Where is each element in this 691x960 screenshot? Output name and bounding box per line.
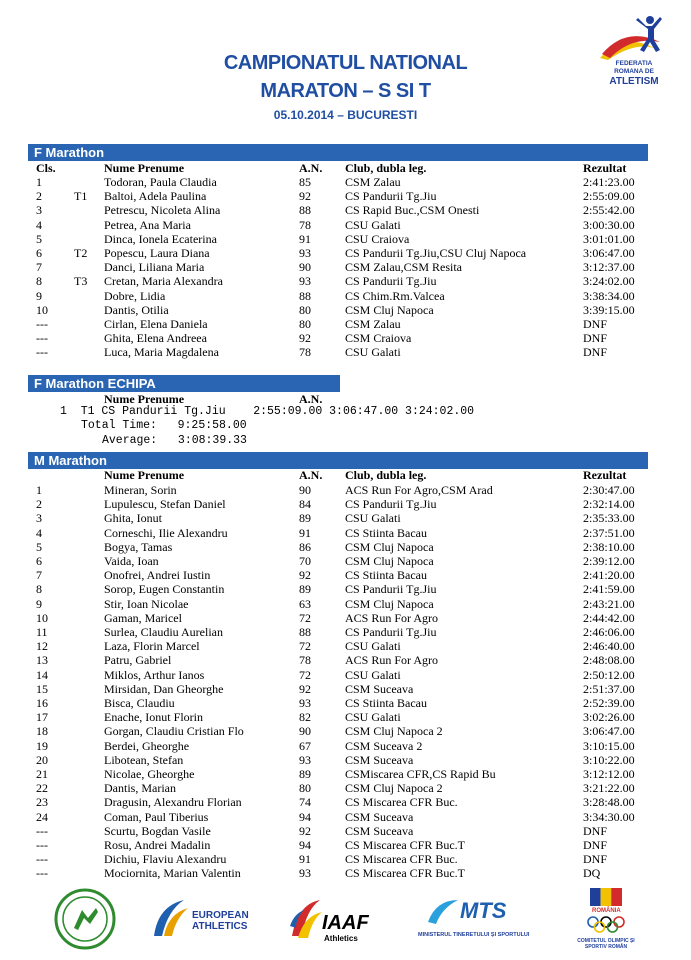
club-cell: CSU Galati [345, 639, 401, 654]
table-row [28, 611, 648, 625]
table-row [28, 540, 648, 554]
table-row [28, 767, 648, 781]
club-cell: CS Pandurii Tg.Jiu [345, 497, 437, 512]
birth-year-cell: 93 [299, 752, 311, 767]
result-cell: 2:46:06.00 [583, 625, 635, 639]
rank-cell: 18 [36, 724, 48, 739]
result-cell: DQ [583, 866, 601, 881]
name-cell: Mineran, Sorin [104, 483, 177, 497]
rank-cell: --- [36, 345, 48, 360]
name-cell: Bisca, Claudiu [104, 696, 175, 710]
rank-cell: --- [36, 866, 48, 881]
name-cell: Surlea, Claudiu Aurelian [104, 625, 223, 639]
name-cell: Stir, Ioan Nicolae [104, 596, 189, 611]
club-cell: CSU Craiova [345, 231, 410, 246]
table-row [28, 526, 648, 540]
club-cell: CSMiscarea CFR,CS Rapid Bu [345, 767, 496, 781]
rank-cell: 19 [36, 738, 48, 753]
table-row [28, 625, 648, 639]
f-team-title: F Marathon ECHIPA [28, 375, 340, 392]
result-cell: 3:34:30.00 [583, 809, 635, 824]
cosr-top: ROMÂNIA [592, 908, 621, 914]
name-cell: Petrea, Ana Maria [104, 217, 191, 232]
result-cell: 3:10:22.00 [583, 752, 635, 767]
balkan-emblem-icon [54, 888, 116, 950]
col-cls: Cls. [36, 161, 56, 175]
rank-cell: 4 [36, 525, 42, 540]
club-cell: CS Stiinta Bacau [345, 568, 427, 583]
rank-cell: 24 [36, 809, 48, 824]
birth-year-cell: 88 [299, 203, 311, 218]
result-cell: 2:55:09.00 [583, 189, 635, 204]
rank-cell: 12 [36, 639, 48, 654]
col-name: Nume Prenume [104, 468, 185, 482]
cosr-logo [566, 888, 646, 954]
table-row [28, 289, 648, 303]
club-cell: CS Stiinta Bacau [345, 525, 427, 540]
club-cell: CS Miscarea CFR Buc. [345, 852, 458, 867]
club-cell: CSM Suceava [345, 681, 414, 696]
table-row [28, 724, 648, 738]
name-cell: Petrescu, Nicoleta Alina [104, 203, 221, 218]
name-cell: Dantis, Otilia [104, 302, 169, 317]
table-row [28, 668, 648, 682]
birth-year-cell: 80 [299, 317, 311, 331]
rank-cell: 6 [36, 246, 42, 260]
rank-cell: 8 [36, 274, 42, 289]
club-cell: CS Miscarea CFR Buc. [345, 795, 458, 810]
club-cell: CS Rapid Buc.,CSM Onesti [345, 203, 480, 218]
name-cell: Sorop, Eugen Constantin [104, 582, 225, 597]
table-row [28, 781, 648, 795]
club-cell: CSM Suceava [345, 823, 414, 838]
runner-icon [594, 14, 674, 64]
name-cell: Gaman, Maricel [104, 610, 182, 625]
name-cell: Patru, Gabriel [104, 653, 172, 668]
name-cell: Dragusin, Alexandru Florian [104, 795, 242, 810]
rank-cell: 3 [36, 203, 42, 218]
club-cell: CSM Zalau [345, 317, 401, 331]
name-cell: Dichiu, Flaviu Alexandru [104, 852, 227, 867]
table-row [28, 554, 648, 568]
birth-year-cell: 93 [299, 246, 311, 260]
name-cell: Nicolae, Gheorghe [104, 767, 195, 781]
mts-swoosh-icon [426, 896, 460, 926]
table-row [28, 710, 648, 724]
result-cell: 2:44:42.00 [583, 610, 635, 625]
sponsor-footer [0, 888, 691, 954]
name-cell: Dobre, Lidia [104, 288, 166, 303]
birth-year-cell: 90 [299, 724, 311, 739]
rank-cell: --- [36, 838, 48, 852]
rank-cell: 23 [36, 795, 48, 810]
club-cell: CSM Zalau [345, 175, 401, 189]
name-cell: Luca, Maria Magdalena [104, 345, 219, 360]
team-cell: T1 [74, 189, 88, 204]
table-row [28, 246, 648, 260]
result-cell: 2:41:23.00 [583, 175, 635, 189]
rank-cell: --- [36, 823, 48, 838]
table-row [28, 597, 648, 611]
ea-swoosh-icon [150, 896, 190, 940]
rank-cell: 9 [36, 288, 42, 303]
club-cell: ACS Run For Agro [345, 653, 439, 668]
col-result: Rezultat [583, 468, 627, 482]
rank-cell: 5 [36, 231, 42, 246]
name-cell: Berdei, Gheorghe [104, 738, 190, 753]
result-cell: 2:43:21.00 [583, 596, 635, 611]
birth-year-cell: 92 [299, 823, 311, 838]
result-cell: 3:38:34.00 [583, 288, 635, 303]
result-cell: 3:06:47.00 [583, 246, 635, 260]
result-cell: 2:30:47.00 [583, 483, 635, 497]
rank-cell: --- [36, 331, 48, 346]
col-an: A.N. [299, 468, 323, 482]
rank-cell: --- [36, 852, 48, 867]
birth-year-cell: 70 [299, 554, 311, 568]
rank-cell: 11 [36, 625, 48, 639]
rank-cell: 7 [36, 260, 42, 275]
club-cell: CS Pandurii Tg.Jiu,CSU Cluj Napoca [345, 246, 527, 260]
iaaf-sub: Athletics [324, 934, 358, 943]
rank-cell: 8 [36, 582, 42, 597]
result-cell: 2:35:33.00 [583, 511, 635, 526]
mts-text: MTS [460, 898, 507, 923]
table-row [28, 331, 648, 345]
iaaf-logo [288, 888, 388, 950]
birth-year-cell: 91 [299, 525, 311, 540]
name-cell: Dinca, Ionela Ecaterina [104, 231, 217, 246]
table-row [28, 653, 648, 667]
club-cell: CSM Suceava [345, 809, 414, 824]
rank-cell: --- [36, 317, 48, 331]
result-cell: DNF [583, 852, 608, 867]
club-cell: CSM Cluj Napoca 2 [345, 724, 443, 739]
club-cell: CS Chim.Rm.Valcea [345, 288, 445, 303]
name-cell: Dantis, Marian [104, 781, 176, 796]
name-cell: Cretan, Maria Alexandra [104, 274, 223, 289]
birth-year-cell: 93 [299, 866, 311, 881]
f-marathon-header [28, 161, 648, 176]
f-marathon-title: F Marathon [28, 144, 648, 161]
result-cell: 3:24:02.00 [583, 274, 635, 289]
table-row [28, 866, 648, 880]
birth-year-cell: 78 [299, 217, 311, 232]
birth-year-cell: 91 [299, 231, 311, 246]
club-cell: CS Miscarea CFR Buc.T [345, 838, 465, 852]
name-cell: Laza, Florin Marcel [104, 639, 200, 654]
result-cell: 2:38:10.00 [583, 539, 635, 554]
birth-year-cell: 82 [299, 710, 311, 725]
club-cell: CS Stiinta Bacau [345, 696, 427, 710]
table-row [28, 303, 648, 317]
rank-cell: 21 [36, 767, 48, 781]
rank-cell: 7 [36, 568, 42, 583]
birth-year-cell: 80 [299, 302, 311, 317]
name-cell: Vaida, Ioan [104, 554, 159, 568]
col-an: A.N. [299, 161, 323, 175]
table-row [28, 260, 648, 274]
club-cell: ACS Run For Agro [345, 610, 439, 625]
table-row [28, 753, 648, 767]
rank-cell: 3 [36, 511, 42, 526]
birth-year-cell: 78 [299, 345, 311, 360]
team-result-line: 1 T1 CS Pandurii Tg.Jiu 2:55:09.00 3:06:47.00 3:24:02.00 [60, 405, 475, 418]
mts-logo [418, 888, 530, 950]
name-cell: Miklos, Arthur Ianos [104, 667, 205, 682]
m-marathon-title: M Marathon [28, 452, 648, 469]
european-athletics-logo [150, 888, 250, 950]
birth-year-cell: 89 [299, 511, 311, 526]
name-cell: Danci, Liliana Maria [104, 260, 205, 275]
name-cell: Gorgan, Claudiu Cristian Flo [104, 724, 244, 739]
name-cell: Popescu, Laura Diana [104, 246, 210, 260]
event-date: 05.10.2014 – BUCURESTI [273, 108, 418, 122]
club-cell: CSM Cluj Napoca [345, 596, 434, 611]
birth-year-cell: 63 [299, 596, 311, 611]
rank-cell: 16 [36, 696, 48, 710]
name-cell: Scurtu, Bogdan Vasile [104, 823, 211, 838]
result-cell: 3:21:22.00 [583, 781, 635, 796]
birth-year-cell: 88 [299, 288, 311, 303]
rank-cell: 15 [36, 681, 48, 696]
club-cell: CSM Suceava [345, 752, 414, 767]
birth-year-cell: 67 [299, 738, 311, 753]
col-club: Club, dubla leg. [345, 161, 427, 175]
ea-text: EUROPEAN ATHLETICS [192, 910, 249, 932]
rank-cell: 4 [36, 217, 42, 232]
result-cell: 3:06:47.00 [583, 724, 635, 739]
birth-year-cell: 74 [299, 795, 311, 810]
cosr-sub: COMITETUL OLIMPIC ȘI SPORTIV ROMÂN [577, 938, 635, 950]
birth-year-cell: 94 [299, 838, 311, 852]
mts-sub: MINISTERUL TINERETULUI ȘI SPORTULUI [418, 932, 530, 938]
result-cell: 2:32:14.00 [583, 497, 635, 512]
result-cell: 2:52:39.00 [583, 696, 635, 710]
rank-cell: 10 [36, 610, 48, 625]
club-cell: CSM Cluj Napoca [345, 554, 434, 568]
name-cell: Bogya, Tamas [104, 539, 173, 554]
result-cell: 3:01:01.00 [583, 231, 635, 246]
result-cell: 2:55:42.00 [583, 203, 635, 218]
table-row [28, 838, 648, 852]
team-average: Average: 3:08:39.33 [102, 434, 247, 447]
result-cell: 2:37:51.00 [583, 525, 635, 540]
birth-year-cell: 91 [299, 852, 311, 867]
birth-year-cell: 86 [299, 539, 311, 554]
result-cell: 3:28:48.00 [583, 795, 635, 810]
name-cell: Cirlan, Elena Daniela [104, 317, 208, 331]
rank-cell: 2 [36, 189, 42, 204]
birth-year-cell: 80 [299, 781, 311, 796]
club-cell: CS Pandurii Tg.Jiu [345, 274, 437, 289]
table-row [28, 345, 648, 359]
rank-cell: 14 [36, 667, 48, 682]
club-cell: CSM Cluj Napoca 2 [345, 781, 443, 796]
birth-year-cell: 78 [299, 653, 311, 668]
result-cell: DNF [583, 317, 608, 331]
table-row [28, 511, 648, 525]
name-cell: Corneschi, Ilie Alexandru [104, 525, 228, 540]
fra-logo [594, 14, 674, 94]
table-row [28, 696, 648, 710]
table-row [28, 639, 648, 653]
rank-cell: 9 [36, 596, 42, 611]
name-cell: Onofrei, Andrei Iustin [104, 568, 211, 583]
club-cell: CSU Galati [345, 667, 401, 682]
table-row [28, 582, 648, 596]
result-cell: 2:46:40.00 [583, 639, 635, 654]
rank-cell: 13 [36, 653, 48, 668]
m-marathon-header [28, 468, 648, 483]
col-an: A.N. [299, 392, 323, 406]
club-cell: CSM Suceava 2 [345, 738, 423, 753]
name-cell: Rosu, Andrei Madalin [104, 838, 211, 852]
name-cell: Lupulescu, Stefan Daniel [104, 497, 226, 512]
birth-year-cell: 90 [299, 483, 311, 497]
result-cell: 2:39:12.00 [583, 554, 635, 568]
table-row [28, 175, 648, 189]
result-cell: 2:41:59.00 [583, 582, 635, 597]
rank-cell: 20 [36, 752, 48, 767]
club-cell: CS Pandurii Tg.Jiu [345, 582, 437, 597]
table-row [28, 203, 648, 217]
rank-cell: 2 [36, 497, 42, 512]
result-cell: 3:02:26.00 [583, 710, 635, 725]
club-cell: CSM Cluj Napoca [345, 302, 434, 317]
rank-cell: 1 [36, 483, 42, 497]
birth-year-cell: 89 [299, 582, 311, 597]
birth-year-cell: 93 [299, 274, 311, 289]
name-cell: Coman, Paul Tiberius [104, 809, 209, 824]
birth-year-cell: 72 [299, 639, 311, 654]
table-row [28, 682, 648, 696]
birth-year-cell: 92 [299, 331, 311, 346]
club-cell: CSU Galati [345, 511, 401, 526]
table-row [28, 317, 648, 331]
page-title: CAMPIONATUL NATIONAL [223, 52, 468, 74]
name-cell: Libotean, Stefan [104, 752, 184, 767]
col-name: Nume Prenume [104, 392, 185, 406]
table-row [28, 232, 648, 246]
birth-year-cell: 84 [299, 497, 311, 512]
fra-line1: FEDERATIA [615, 60, 653, 67]
table-row [28, 274, 648, 288]
table-row [28, 852, 648, 866]
rank-cell: 22 [36, 781, 48, 796]
table-row [28, 189, 648, 203]
team-total-time: Total Time: 9:25:58.00 [81, 419, 247, 432]
rank-cell: 17 [36, 710, 48, 725]
iaaf-text: IAAF [322, 912, 369, 934]
birth-year-cell: 90 [299, 260, 311, 275]
table-row [28, 218, 648, 232]
result-cell: DNF [583, 838, 608, 852]
fra-line2: ROMANA DE [614, 68, 654, 75]
result-cell: 3:00:30.00 [583, 217, 635, 232]
page-subtitle: MARATON – S SI T [260, 80, 431, 102]
club-cell: CS Pandurii Tg.Jiu [345, 625, 437, 639]
birth-year-cell: 72 [299, 610, 311, 625]
name-cell: Todoran, Paula Claudia [104, 175, 217, 189]
result-cell: 2:41:20.00 [583, 568, 635, 583]
result-cell: DNF [583, 331, 608, 346]
rank-cell: 5 [36, 539, 42, 554]
birth-year-cell: 72 [299, 667, 311, 682]
iaaf-swoosh-icon [288, 896, 324, 940]
birth-year-cell: 88 [299, 625, 311, 639]
table-row [28, 568, 648, 582]
fra-line3: ATLETISM [609, 76, 659, 87]
result-cell: 2:48:08.00 [583, 653, 635, 668]
club-cell: CSM Cluj Napoca [345, 539, 434, 554]
name-cell: Mirsidan, Dan Gheorghe [104, 681, 224, 696]
name-cell: Enache, Ionut Florin [104, 710, 203, 725]
col-club: Club, dubla leg. [345, 468, 427, 482]
club-cell: CSU Galati [345, 345, 401, 360]
club-cell: CSU Galati [345, 710, 401, 725]
table-row [28, 810, 648, 824]
table-row [28, 483, 648, 497]
col-result: Rezultat [583, 161, 627, 175]
result-cell: 2:50:12.00 [583, 667, 635, 682]
result-cell: 3:39:15.00 [583, 302, 635, 317]
club-cell: CS Pandurii Tg.Jiu [345, 189, 437, 204]
result-cell: DNF [583, 823, 608, 838]
result-cell: 2:51:37.00 [583, 681, 635, 696]
name-cell: Baltoi, Adela Paulina [104, 189, 207, 204]
table-row [28, 497, 648, 511]
club-cell: CSM Zalau,CSM Resita [345, 260, 463, 275]
table-row [28, 824, 648, 838]
birth-year-cell: 92 [299, 189, 311, 204]
table-row [28, 795, 648, 809]
birth-year-cell: 89 [299, 767, 311, 781]
result-cell: 3:12:12.00 [583, 767, 635, 781]
result-cell: DNF [583, 345, 608, 360]
name-cell: Mociornita, Marian Valentin [104, 866, 241, 881]
birth-year-cell: 92 [299, 568, 311, 583]
team-cell: T2 [74, 246, 88, 260]
club-cell: CSM Craiova [345, 331, 412, 346]
team-cell: T3 [74, 274, 88, 289]
rank-cell: 10 [36, 302, 48, 317]
romania-flag-icon [590, 888, 622, 906]
birth-year-cell: 85 [299, 175, 311, 189]
rank-cell: 1 [36, 175, 42, 189]
birth-year-cell: 92 [299, 681, 311, 696]
birth-year-cell: 94 [299, 809, 311, 824]
result-cell: 3:10:15.00 [583, 738, 635, 753]
club-cell: CSU Galati [345, 217, 401, 232]
club-cell: CS Miscarea CFR Buc.T [345, 866, 465, 881]
name-cell: Ghita, Elena Andreea [104, 331, 207, 346]
balkan-athletics-logo [54, 888, 116, 950]
birth-year-cell: 93 [299, 696, 311, 710]
result-cell: 3:12:37.00 [583, 260, 635, 275]
table-row [28, 739, 648, 753]
name-cell: Ghita, Ionut [104, 511, 162, 526]
olympic-rings-icon [586, 916, 626, 934]
col-name: Nume Prenume [104, 161, 185, 175]
rank-cell: 6 [36, 554, 42, 568]
club-cell: ACS Run For Agro,CSM Arad [345, 483, 493, 497]
